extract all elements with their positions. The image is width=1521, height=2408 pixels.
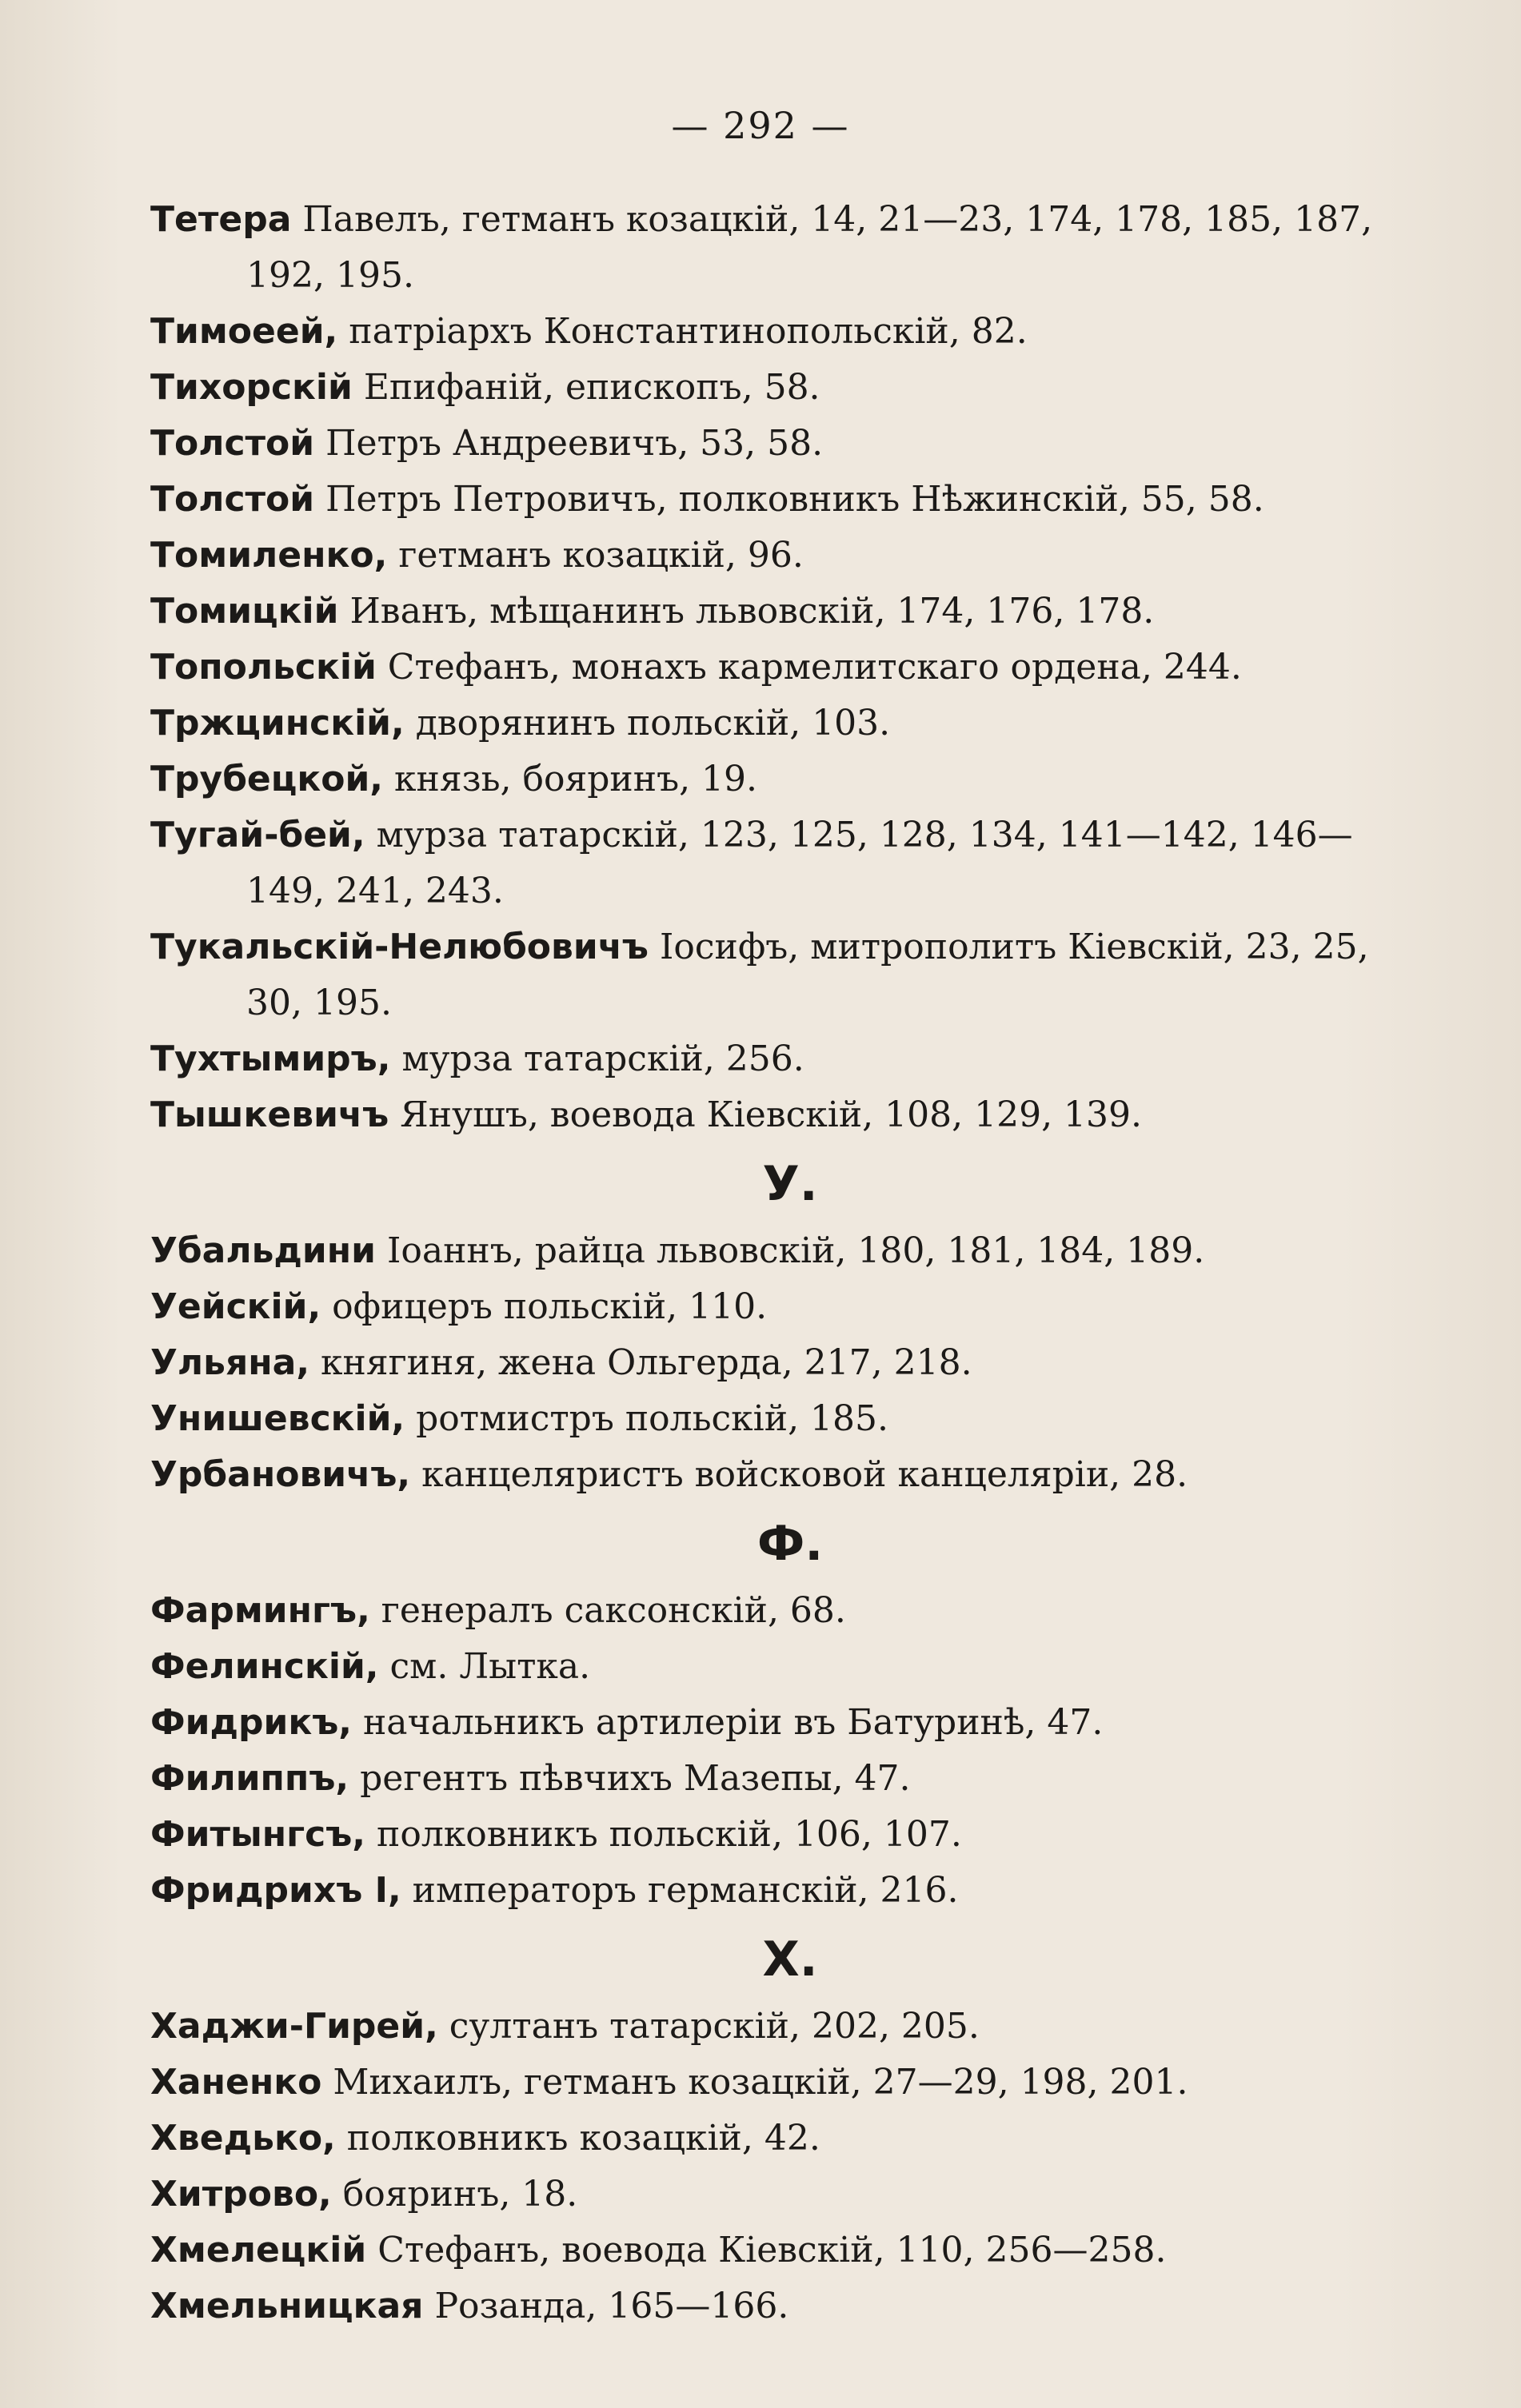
entry-text: султанъ татарскій, 202, 205. xyxy=(449,2006,980,2047)
section-letter: У. xyxy=(762,1156,818,1212)
entry-name: Тихорскій xyxy=(150,367,353,408)
entry-text: Павелъ, гетманъ козацкій, 14, 21—23, 174, 178, 185, 187, xyxy=(302,199,1373,240)
entry-text: генералъ саксонскій, 68. xyxy=(381,1590,846,1631)
entry-text: Михаилъ, гетманъ козацкій, 27—29, 198, 201. xyxy=(333,2062,1188,2103)
entry-text: ротмистръ польскій, 185. xyxy=(416,1398,889,1439)
page-number: — 292 — xyxy=(671,104,850,147)
index-entry xyxy=(150,1695,1430,1751)
section-letter-heading xyxy=(150,1508,1430,1580)
entry-text: Розанда, 165—166. xyxy=(434,2286,789,2326)
section-letter: Ф. xyxy=(757,1516,824,1572)
entry-text: Стефанъ, монахъ кармелитскаго ордена, 244. xyxy=(387,647,1242,688)
entry-name: Хмелецкій xyxy=(150,2230,367,2270)
index-section xyxy=(150,1924,1430,2334)
entry-name: Ханенко xyxy=(150,2062,322,2103)
entry-text: Епифаній, епископъ, 58. xyxy=(363,367,820,408)
index-entry xyxy=(150,2223,1430,2278)
index-entry xyxy=(150,807,1430,863)
entry-name: Фридрихъ I, xyxy=(150,1870,401,1911)
entry-text: Иванъ, мѣщанинъ львовскій, 174, 176, 178. xyxy=(349,591,1155,632)
entry-text: княгиня, жена Ольгерда, 217, 218. xyxy=(321,1342,972,1383)
entry-name: Ульяна, xyxy=(150,1342,310,1383)
entry-continuation: 30, 195. xyxy=(246,983,392,1023)
index-entry xyxy=(150,584,1430,640)
entry-name: Урбановичъ, xyxy=(150,1454,411,1495)
entry-name: Тимоеей, xyxy=(150,311,338,352)
index-entry xyxy=(150,1391,1430,1447)
entry-text: Іосифъ, митрополитъ Кіевскій, 23, 25, xyxy=(659,927,1369,967)
index-section xyxy=(150,1148,1430,1503)
entry-name: Тукальскій-Нелюбовичъ xyxy=(150,927,649,967)
entry-text: полковникъ козацкій, 42. xyxy=(346,2118,820,2159)
entry-name: Тышкевичъ xyxy=(150,1094,389,1135)
index-entry xyxy=(150,1583,1430,1639)
index-entry xyxy=(150,416,1430,472)
index-entry xyxy=(150,1335,1430,1391)
section-letter-heading xyxy=(150,1924,1430,1995)
entry-name: Фелинскій, xyxy=(150,1646,379,1687)
entry-text: Янушъ, воевода Кіевскій, 108, 129, 139. xyxy=(400,1094,1143,1135)
entry-text: регентъ пѣвчихъ Мазепы, 47. xyxy=(360,1758,911,1799)
index-entry xyxy=(150,304,1430,360)
section-letter-heading xyxy=(150,1148,1430,1220)
entry-text: императоръ германскій, 216. xyxy=(412,1870,959,1911)
entry-name: Топольскій xyxy=(150,647,377,688)
entry-text: начальникъ артилеріи въ Батуринѣ, 47. xyxy=(362,1702,1104,1743)
entry-continuation: 192, 195. xyxy=(246,255,414,296)
entry-name: Толстой xyxy=(150,479,315,520)
index-entry xyxy=(150,1863,1430,1919)
entry-text: полковникъ польскій, 106, 107. xyxy=(377,1814,962,1855)
entry-name: Трубецкой, xyxy=(150,759,384,799)
entry-name: Фитынгсъ, xyxy=(150,1814,366,1855)
index-entry xyxy=(150,1279,1430,1335)
index-entry xyxy=(150,919,1430,975)
index-entry xyxy=(150,472,1430,528)
entry-text: патріархъ Константинопольскій, 82. xyxy=(349,311,1028,352)
entry-text: канцеляристъ войсковой канцеляріи, 28. xyxy=(421,1454,1188,1495)
entry-name: Фидрикъ, xyxy=(150,1702,352,1743)
entry-name: Толстой xyxy=(150,423,315,464)
entry-name: Тугай-бей, xyxy=(150,815,365,855)
index-entry xyxy=(150,1751,1430,1807)
entry-text: мурза татарскій, 256. xyxy=(401,1039,804,1079)
index-entry xyxy=(150,696,1430,752)
entry-name: Томиленко, xyxy=(150,535,388,576)
entry-text: мурза татарскій, 123, 125, 128, 134, 141—142, 146— xyxy=(376,815,1353,855)
entry-text: Стефанъ, воевода Кіевскій, 110, 256—258. xyxy=(377,2230,1167,2270)
index-entry xyxy=(150,2055,1430,2111)
entry-text: бояринъ, 18. xyxy=(342,2174,578,2215)
entry-name: Хитрово, xyxy=(150,2174,332,2215)
index-entry xyxy=(150,752,1430,807)
index-entry xyxy=(150,360,1430,416)
entry-text: офицеръ польскій, 110. xyxy=(332,1286,768,1327)
index-entry xyxy=(150,1999,1430,2055)
index-entry xyxy=(150,192,1430,248)
entry-name: Тухтымиръ, xyxy=(150,1039,391,1079)
entry-text: Іоаннъ, райца львовскій, 180, 181, 184, 189. xyxy=(386,1230,1205,1271)
entry-text: дворянинъ польскій, 103. xyxy=(415,703,891,744)
index-entry xyxy=(150,640,1430,696)
entry-name: Фармингъ, xyxy=(150,1590,370,1631)
index-entry xyxy=(150,2278,1430,2334)
entry-text: князь, бояринъ, 19. xyxy=(394,759,758,799)
entry-name: Хмельницкая xyxy=(150,2286,424,2326)
index-section xyxy=(150,1508,1430,1919)
entry-name: Хведько, xyxy=(150,2118,336,2159)
index-content xyxy=(150,192,1430,2334)
entry-name: Томицкій xyxy=(150,591,339,632)
entry-text: см. Лытка. xyxy=(389,1646,591,1687)
index-entry xyxy=(150,1447,1430,1503)
index-entry xyxy=(150,528,1430,584)
index-entry xyxy=(150,1639,1430,1695)
entry-name: Унишевскій, xyxy=(150,1398,405,1439)
entry-name: Хаджи-Гирей, xyxy=(150,2006,438,2047)
entry-name: Уейскій, xyxy=(150,1286,321,1327)
index-entry xyxy=(150,1031,1430,1087)
entry-text: Петръ Петровичъ, полковникъ Нѣжинскій, 55, 58. xyxy=(325,479,1264,520)
index-entry xyxy=(150,1807,1430,1863)
index-entry xyxy=(150,1087,1430,1143)
index-section xyxy=(150,192,1430,1143)
index-entry xyxy=(150,2111,1430,2167)
entry-continuation: 149, 241, 243. xyxy=(246,871,504,911)
section-letter: X. xyxy=(762,1932,818,1987)
index-entry xyxy=(150,2167,1430,2223)
entry-name: Убальдини xyxy=(150,1230,376,1271)
entry-text: Петръ Андреевичъ, 53, 58. xyxy=(325,423,824,464)
entry-text: гетманъ козацкій, 96. xyxy=(398,535,804,576)
entry-name: Филиппъ, xyxy=(150,1758,349,1799)
entry-name: Тетера xyxy=(150,199,292,240)
index-entry xyxy=(150,1223,1430,1279)
entry-name: Тржцинскій, xyxy=(150,703,405,744)
